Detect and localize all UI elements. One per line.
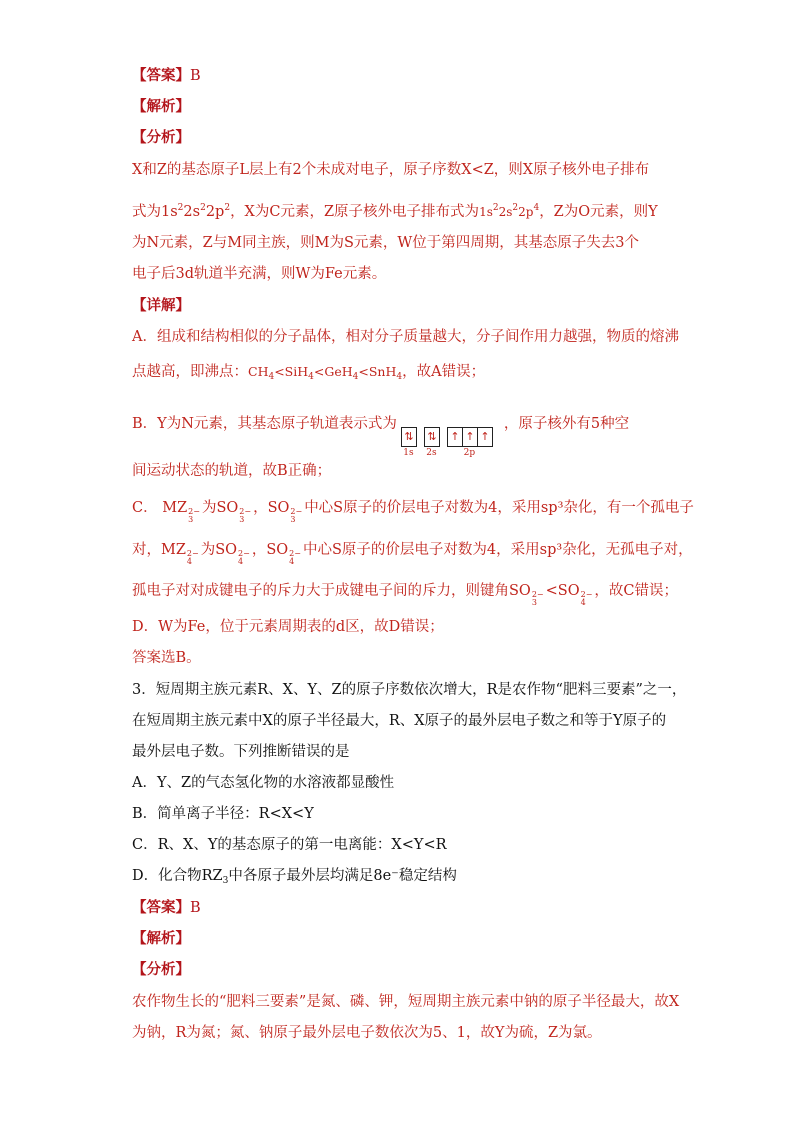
text-span: 为: [200, 542, 216, 558]
paragraph-line: 点越高，即沸点：$CH_4<SiH_4<GeH_4<SnH_4$，故A错误；: [132, 364, 486, 382]
text-span: ，Z为O元素，则Y: [539, 204, 658, 220]
orbital-label: 2s: [426, 448, 437, 458]
text-span: ，: [253, 500, 268, 516]
text-span: B．Y为N元素，其基态原子轨道表示式为: [132, 416, 397, 432]
answer-line: [132, 66, 201, 86]
paragraph-line: 农作物生长的“肥料三要素”是氮、磷、钾，短周期主族元素中钠的原子半径最大，故X: [132, 994, 680, 1010]
question-line: 在短周期主族元素中X的原子半径最大，R、X原子的最外层电子数之和等于Y原子的: [132, 713, 667, 729]
text-span: 对，: [132, 542, 161, 558]
paragraph-line: D．W为Fe，位于元素周期表的d区，故D错误；: [132, 619, 444, 635]
text-span: 中心S原子的价层电子对数为4，采用sp³杂化，有一个孤电子: [304, 500, 694, 516]
answer-value: B: [190, 900, 201, 916]
fenxi-tag-line: [132, 960, 190, 980]
option-b: B．简单离子半径：R<X<Y: [132, 806, 314, 822]
text-span: ，故A错误；: [402, 364, 486, 380]
text-span: 为: [201, 500, 217, 516]
paragraph-line: 对，MZ 2− 4 为SO 2− 4 ，SO 2− 4 中心S原子的价层电子对数为4，采用sp³杂化，无孤电子对，: [132, 542, 693, 566]
question-line: 3．短周期主族元素R、X、Y、Z的原子序数依次增大，R是农作物“肥料三要素”之一，: [132, 682, 687, 698]
option-d: [132, 866, 457, 891]
orbital-2s: ⇅ 2s: [424, 426, 439, 447]
fenxi-tag: 【分析】: [132, 961, 190, 978]
answer-line: [132, 898, 201, 918]
paragraph-line: 答案选B。: [132, 650, 201, 666]
option-c: C．R、X、Y的基态原子的第一电离能：X<Y<R: [132, 837, 447, 853]
fenxi-tag: 【分析】: [132, 129, 190, 146]
question-line: 最外层电子数。下列推断错误的是: [132, 744, 350, 760]
orbital-diagram: [401, 426, 500, 458]
detail-tag-line: [132, 296, 190, 316]
text-span: C．: [132, 500, 158, 516]
answer-tag: 【答案】: [132, 67, 190, 84]
paragraph-line: A．组成和结构相似的分子晶体，相对分子质量越大，分子间作用力越强，物质的熔沸: [132, 329, 679, 345]
text-span: ，故C错误；: [594, 583, 679, 599]
text-span: ，: [251, 542, 267, 558]
text-span: 中各原子最外层均满足8e⁻稳定结构: [228, 868, 457, 884]
orbital-label: 1s: [403, 448, 414, 458]
paragraph-line: X和Z的基态原子L层上有2个未成对电子，原子序数X<Z，则X原子核外电子排布: [132, 162, 650, 178]
paragraph-line: 孤电子对对成键电子的斥力大于成键电子间的斥力，则键角SO 2− 3 <SO 2− 4 ，故C错误；: [132, 583, 679, 607]
analysis-tag: 【解析】: [132, 930, 190, 947]
text-span: D．化合物RZ: [132, 868, 223, 884]
paragraph-line: [132, 414, 630, 458]
analysis-tag-line: [132, 97, 190, 117]
text-span: 点越高，即沸点：: [132, 364, 248, 380]
text-span: ，原子核外有5种空: [503, 416, 630, 432]
text-span: 孤电子对对成键电子的斥力大于成键电子间的斥力，则键角: [132, 583, 509, 599]
text-span: 中心S原子的价层电子对数为4，采用sp³杂化，无孤电子对，: [302, 542, 693, 558]
subscript: 3: [222, 876, 229, 886]
paragraph-line: 式为$1s^22s^22p^2$，X为C元素，Z原子核外电子排布式为$1s^22s^22p^4$，Z为O元素，则Y: [132, 203, 658, 220]
answer-value: B: [190, 68, 201, 84]
paragraph-line: C． MZ 2− 3 为SO 2− 3 ，SO 2− 3 中心S原子的价层电子对数为4，采用sp³杂化，有一个孤电子: [132, 500, 694, 524]
paragraph-line: 为N元素，Z与M同主族，则M为S元素，W位于第四周期，其基态原子失去3个: [132, 235, 640, 251]
paragraph-line: 为钠，R为氮；氮、钠原子最外层电子数依次为5、1，故Y为硫，Z为氯。: [132, 1025, 602, 1041]
fenxi-tag-line: [132, 128, 190, 148]
option-a: A．Y、Z的气态氢化物的水溶液都显酸性: [132, 775, 395, 791]
answer-tag: 【答案】: [132, 899, 190, 916]
text-span: 式为: [132, 204, 161, 220]
orbital-1s: ⇅ 1s: [401, 426, 416, 447]
text-span: ，X为C元素，Z原子核外电子排布式为: [230, 204, 480, 220]
orbital-2p: ↑ ↑ ↑ 2p: [447, 426, 492, 447]
detail-tag: 【详解】: [132, 297, 190, 314]
paragraph-line: 间运动状态的轨道，故B正确；: [132, 463, 332, 479]
paragraph-line: 电子后3d轨道半充满，则W为Fe元素。: [132, 266, 387, 282]
analysis-tag-line: [132, 929, 190, 949]
analysis-tag: 【解析】: [132, 98, 190, 115]
orbital-label: 2p: [463, 448, 476, 458]
